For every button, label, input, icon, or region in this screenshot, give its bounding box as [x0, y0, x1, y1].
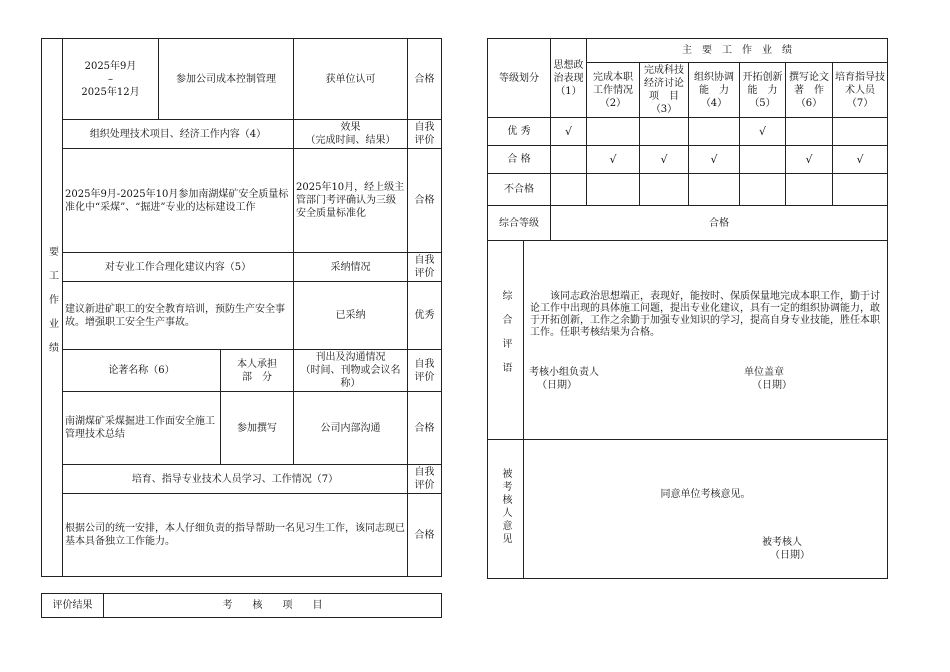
section6-pub-header: 刊出及沟通情况 （时间、刊物或会议名称）: [294, 350, 408, 392]
section6-content: 南湖煤矿采煤掘进工作面安全施工管理技术总结: [63, 392, 221, 465]
section5-self-header: 自我 评价: [408, 253, 442, 282]
col-coordination: 组织协调能 力（4）: [689, 63, 740, 118]
evaluation-result-header: [41, 593, 442, 618]
cost-control-item: 参加公司成本控制管理: [159, 39, 294, 120]
check-mark: √: [587, 146, 640, 174]
level-pass: 合 格: [488, 146, 551, 174]
comment-text: 该同志政治思想端正，表现好，能按时、保质保量地完成本职工作，勤于讨论工作中出现的具体施工问题，提出专业化建议，具有一定的组织协调能力，敢于开拓创新，工作之余勤于加强专业知识的学习，提高自身专业技能，胜任本职工作。任职考核结果为合格。: [530, 291, 880, 338]
overall-grade-value: 合格: [551, 206, 888, 241]
section5-content: 建议新进矿职工的安全教育培训，预防生产安全事故。增强职工安全生产事故。: [63, 282, 294, 350]
section7-header: 培育、指导专业技术人员学习、工作情况（7）: [63, 465, 408, 494]
check-mark: √: [640, 146, 689, 174]
group-leader-signature: [529, 366, 599, 392]
section7-grade: 合格: [408, 494, 442, 577]
section4-grade: 合格: [408, 149, 442, 253]
assessment-item-title: 考 核 项 目: [104, 594, 442, 618]
level-excellent: 优 秀: [488, 118, 551, 146]
col-innovation: 开拓创新能 力（5）: [740, 63, 786, 118]
opinion-text: 同意单位考核意见。: [660, 489, 751, 500]
side-label: [42, 39, 63, 577]
comment-label-text: 综合评语: [500, 290, 511, 386]
section7-content: 根据公司的统一安排，本人仔细负责的指导帮助一名见习生工作，该同志现已基本具备独立工作能力。: [63, 494, 408, 577]
section5-effect: 已采纳: [294, 282, 408, 350]
side-label-text: 要工作业绩: [46, 245, 58, 366]
check-mark: √: [740, 118, 786, 146]
main-performance-header: 主 要 工 作 业 绩: [587, 39, 888, 63]
grading-table: [487, 38, 888, 579]
overall-grade-label: 综合等级: [488, 206, 551, 241]
section5-effect-header: 采纳情况: [294, 253, 408, 282]
comment-label: [488, 241, 524, 440]
section6-self-header: 自我 评价: [408, 350, 442, 392]
section6-grade: 合格: [408, 392, 442, 465]
section7-self-header: 自我 评价: [408, 465, 442, 494]
section6-role: 参加撰写: [221, 392, 294, 465]
date-label: （日期）: [752, 380, 792, 391]
opinion-label: [488, 440, 524, 579]
unit-seal: [744, 366, 792, 392]
assessee-signature: [762, 536, 810, 562]
grade-division-header: 等级划分: [488, 39, 551, 118]
cost-control-grade: 合格: [408, 39, 442, 120]
col-duty: 完成本职工作情况（2）: [587, 63, 640, 118]
col-paper: 撰写论文著 作（6）: [786, 63, 833, 118]
work-performance-table: [41, 38, 442, 577]
section4-self-header: 自我 评价: [408, 120, 442, 149]
section5-header: 对专业工作合理化建议内容（5）: [63, 253, 294, 282]
check-mark: √: [551, 118, 587, 146]
date-label: （日期）: [537, 380, 577, 391]
check-mark: √: [689, 146, 740, 174]
section6-pub: 公司内部沟通: [294, 392, 408, 465]
unit-seal-label: 单位盖章: [744, 367, 784, 378]
assessee-label: 被考核人: [762, 537, 802, 548]
section4-content: 2025年9月-2025年10月参加南湖煤矿安全质量标准化中“采煤”、“掘进”专业的达标建设工作: [63, 149, 294, 253]
evaluation-result-label: 评价结果: [42, 594, 104, 618]
political-header: 思想政治表现（1）: [551, 39, 587, 118]
check-mark: √: [833, 146, 888, 174]
check-mark: √: [786, 146, 833, 174]
section5-grade: 优秀: [408, 282, 442, 350]
opinion-label-text: 被考核人意见: [500, 468, 511, 546]
group-leader-label: 考核小组负责人: [529, 367, 599, 378]
period-cell: 2025年9月 – 2025年12月: [63, 39, 159, 120]
opinion-area: [524, 440, 888, 579]
level-fail: 不合格: [488, 174, 551, 206]
section4-header: 组织处理技术项目、经济工作内容（4）: [63, 120, 294, 149]
section6-role-header: 本人承担 部 分: [221, 350, 294, 392]
date-label: （日期）: [770, 550, 810, 561]
col-training: 培育指导技术人员（7）: [833, 63, 888, 118]
comment-area: [524, 241, 888, 440]
cost-control-effect: 获单位认可: [294, 39, 408, 120]
section4-effect: 2025年10月，经上级主管部门考评确认为三级安全质量标准化: [294, 149, 408, 253]
section6-header: 论著名称（6）: [63, 350, 221, 392]
col-project: 完成科技经济讨论项 目（3）: [640, 63, 689, 118]
section4-effect-header: 效果 （完成时间、结果）: [294, 120, 408, 149]
